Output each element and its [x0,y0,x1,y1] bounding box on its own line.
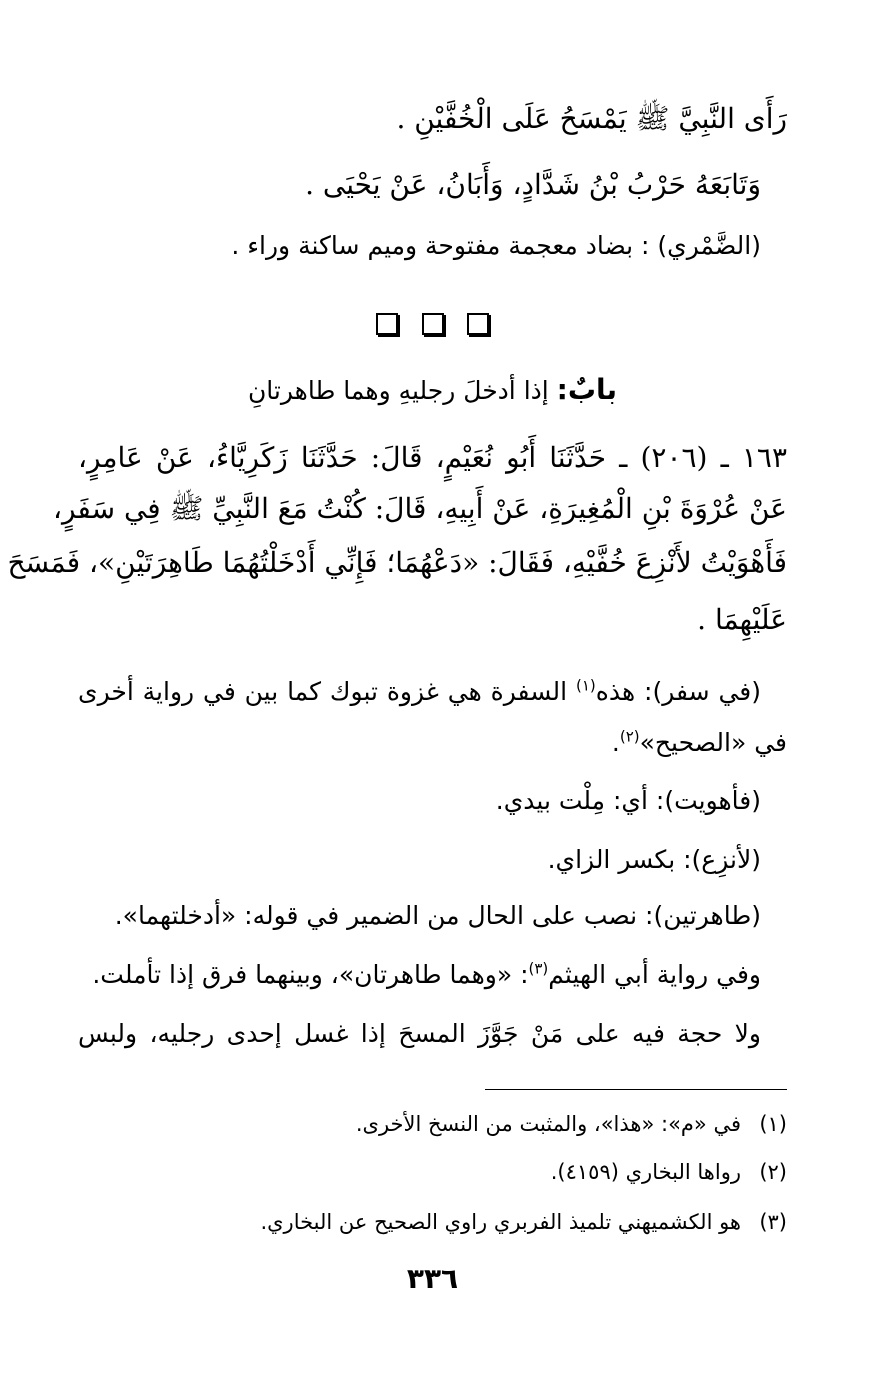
hadith-line: فَأَهْوَيْتُ لأَنْزِعَ خُفَّيْهِ، فَقَالَ: «دَعْهُمَا؛ فَإِنِّي أَدْخَلْتُهُمَا طَاهِرَتَيْنِ»، فَمَسَحَ [7,546,787,579]
book-page [7,0,788,1374]
chapter-heading [78,368,787,413]
hadith-text-line: رَأَى النَّبِيَّ ﷺ يَمْسَحُ عَلَى الْخُفَّيْنِ . [396,102,787,135]
commentary-safar-line [78,723,787,763]
commentary-line: (فأهويت): أي: مِلْت بيدي. [495,786,761,815]
footnote-number: (٣) [759,1210,787,1234]
commentary-text: (في سفر): هذه [595,677,762,706]
commentary-text: وفي رواية أبي الهيثم [548,960,761,989]
hadith-line: عَنْ عُرْوَةَ بْنِ الْمُغِيرَةِ، عَنْ أَبِيهِ، قَالَ: كُنْتُ مَعَ النَّبِيِّ ﷺ فِي سَفَرٍ، [52,492,787,525]
mutaba-line: وَتَابَعَهُ حَرْبُ بْنُ شَدَّادٍ، وَأَبَانُ، عَنْ يَحْيَى . [305,168,761,201]
footnote-text: هو الكشميهني تلميذ الفربري راوي الصحيح عن البخاري. [260,1210,741,1234]
commentary-text: السفرة هي غزوة تبوك كما بين في رواية أخرى [78,677,576,706]
commentary-text: : «وهما طاهرتان»، وبينهما فرق إذا تأملت. [92,960,529,989]
footnote-number: (٢) [759,1160,787,1184]
footnote-divider [485,1089,787,1090]
section-separator [78,313,787,337]
footnote-ref: (٣) [528,959,549,978]
chapter-title: إذا أدخلَ رجليهِ وهما طاهرتانِ [247,376,549,405]
square-ornament-icon [467,313,489,335]
commentary-line: (الضَّمْري) : بضاد معجمة مفتوحة وميم ساكنة وراء . [231,231,761,260]
square-ornament-icon [376,313,398,335]
commentary-line: (لأنزِع): بكسر الزاي. [547,845,761,874]
footnote-text: في «م»: «هذا»، والمثبت من النسخ الأخرى. [355,1112,741,1136]
footnote-ref: (٢) [619,727,640,746]
commentary-line [78,955,761,995]
page-number: ٣٣٦ [406,1262,459,1295]
chapter-keyword: بابٌ: [556,373,618,406]
hadith-line: عَلَيْهِمَا . [697,603,787,636]
commentary-line: ولا حجة فيه على مَنْ جَوَّزَ المسحَ إذا غسل إحدى رجليه، ولبس [78,1019,761,1048]
commentary-text: . [611,728,620,757]
square-ornament-icon [422,313,444,335]
footnote [78,1206,787,1238]
hadith-line: ١٦٣ ـ (٢٠٦) ـ حَدَّثَنَا أَبُو نُعَيْمٍ، قَالَ: حَدَّثَنَا زَكَرِيَّاءُ، عَنْ عَامِرٍ، [78,441,788,474]
footnote [78,1108,787,1140]
footnote-number: (١) [759,1112,787,1136]
commentary-line: (طاهرتين): نصب على الحال من الضمير في قوله: «أدخلتهما». [114,901,761,930]
footnote-text: رواها البخاري (٤١٥٩). [550,1160,741,1184]
commentary-safar-line [78,672,761,712]
footnote-ref: (١) [575,676,596,695]
footnote [78,1156,787,1188]
commentary-text: في «الصحيح» [639,728,787,757]
